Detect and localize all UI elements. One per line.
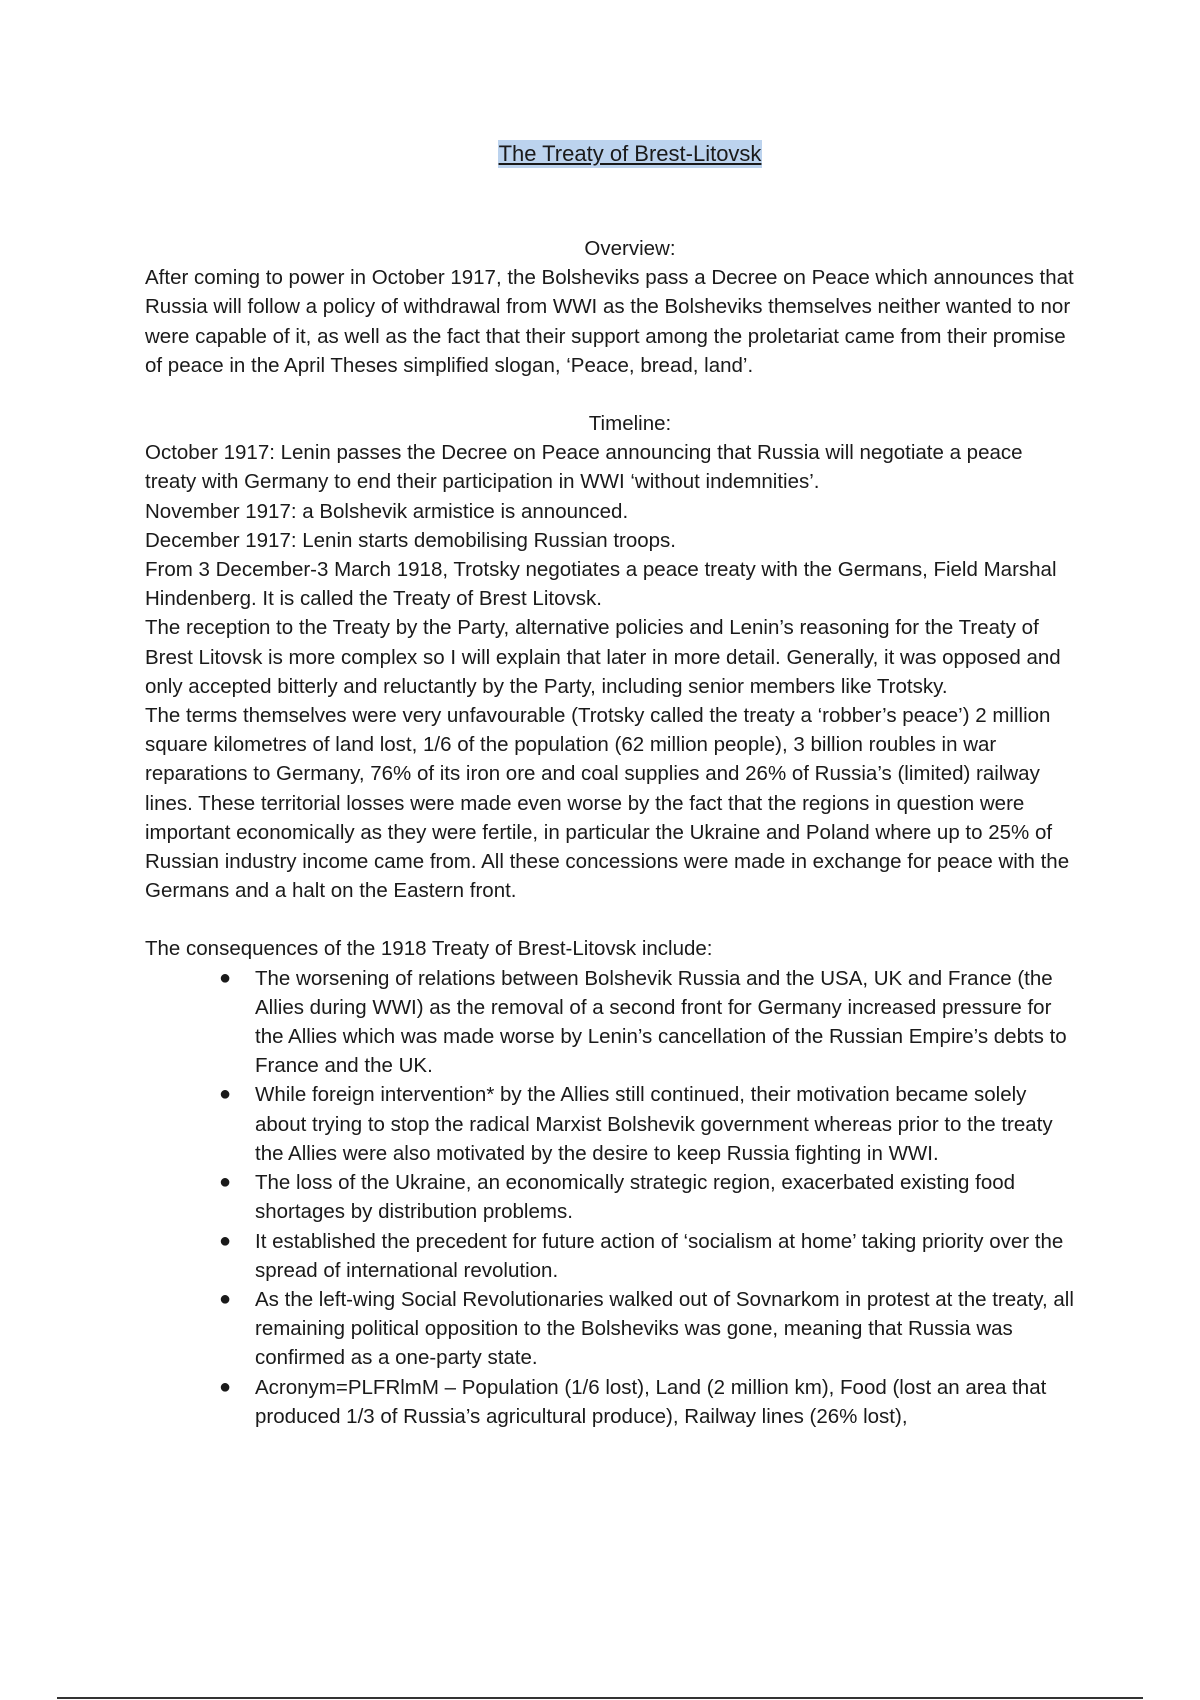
list-item-text: Acronym=PLFRlmM – Population (1/6 lost), Land (2 million km), Food (lost an area that produced 1/3 of Russia’s agricultural produce), Railway lines (26% lost), — [255, 1375, 1047, 1428]
bullet-icon: ● — [219, 1171, 232, 1194]
overview-paragraph: After coming to power in October 1917, the Bolsheviks pass a Decree on Peace which announces that Russia will follow a policy of withdrawal from WWI as the Bolsheviks themselves neither wanted to nor were capable of it, as well as the fact that their support among the proletariat came from their promise of peace in the April Theses simplified slogan, ‘Peace, bread, land’. — [145, 266, 1074, 377]
spacer — [145, 380, 1075, 409]
timeline-entry-november: November 1917: a Bolshevik armistice is announced. — [145, 499, 629, 523]
list-item-text: As the left-wing Social Revolutionaries walked out of Sovnarkom in protest at the treaty, all remaining political opposition to the Bolsheviks was gone, meaning that Russia was confirmed as a one-party state. — [255, 1287, 1074, 1370]
document-title: The Treaty of Brest-Litovsk — [498, 141, 762, 166]
list-item-text: It established the precedent for future action of ‘socialism at home’ taking priority over the spread of international revolution. — [255, 1229, 1064, 1282]
timeline-entry-terms: The terms themselves were very unfavourable (Trotsky called the treaty a ‘robber’s peace’) 2 million square kilometres of land lost, 1/6 of the population (62 million people), 3 billion roubles in war reparations to Germany, 76% of its iron ore and coal supplies and 26% of Russia’s (limited) railway lines. These territorial losses were made even worse by the fact that the regions in question were important economically as they were fertile, in particular the Ukraine and Poland where up to 25% of Russian industry income came from. All these concessions were made in exchange for peace with the Germans and a halt on the Eastern front. — [145, 704, 1070, 903]
consequences-list — [145, 964, 1075, 1431]
bullet-icon: ● — [219, 1287, 232, 1310]
overview-heading: Overview: — [584, 237, 676, 260]
bullet-icon: ● — [219, 1375, 232, 1398]
timeline-entry-december: December 1917: Lenin starts demobilising Russian troops. — [145, 528, 676, 552]
timeline-entry-october: October 1917: Lenin passes the Decree on Peace announcing that Russia will negotiate a peace treaty with Germany to end their participation in WWI ‘without indemnities’. — [145, 441, 1023, 494]
list-item-text: While foreign intervention* by the Allies still continued, their motivation became solely about trying to stop the radical Marxist Bolshevik government whereas prior to the treaty the Allies were also motivated by the desire to keep Russia fighting in WWI. — [255, 1083, 1053, 1165]
list-item — [219, 1285, 1075, 1373]
timeline-heading: Timeline: — [588, 412, 672, 436]
list-item-text: The worsening of relations between Bolshevik Russia and the USA, UK and France (the Allies during WWI) as the removal of a second front for Germany increased pressure for the Allies which was made worse by Lenin’s cancellation of the Russian Empire’s debts to France and the UK. — [255, 966, 1067, 1078]
document-page — [145, 140, 1075, 1431]
bullet-icon: ● — [219, 966, 232, 989]
page-bottom-rule — [57, 1697, 1143, 1699]
list-item — [219, 964, 1075, 1081]
consequences-intro: The consequences of the 1918 Treaty of Brest-Litovsk include: — [145, 937, 713, 961]
list-item-text: The loss of the Ukraine, an economically strategic region, exacerbated existing food shortages by distribution problems. — [255, 1171, 1016, 1224]
bullet-icon: ● — [219, 1083, 232, 1106]
title-wrapper — [145, 140, 1075, 176]
list-item — [219, 1227, 1075, 1285]
list-item — [219, 1373, 1075, 1431]
spacer — [145, 905, 1075, 934]
timeline-entry-negotiation: From 3 December-3 March 1918, Trotsky negotiates a peace treaty with the Germans, Field Marshal Hindenberg. It is called the Treaty of Brest Litovsk. — [145, 558, 1057, 611]
list-item — [219, 1168, 1075, 1226]
bullet-icon: ● — [219, 1229, 232, 1252]
timeline-entry-reception: The reception to the Treaty by the Party, alternative policies and Lenin’s reasoning for the Treaty of Brest Litovsk is more complex so I will explain that later in more detail. Generally, it was opposed and only accepted bitterly and reluctantly by the Party, including senior members like Trotsky. — [145, 616, 1061, 698]
list-item — [219, 1080, 1075, 1168]
